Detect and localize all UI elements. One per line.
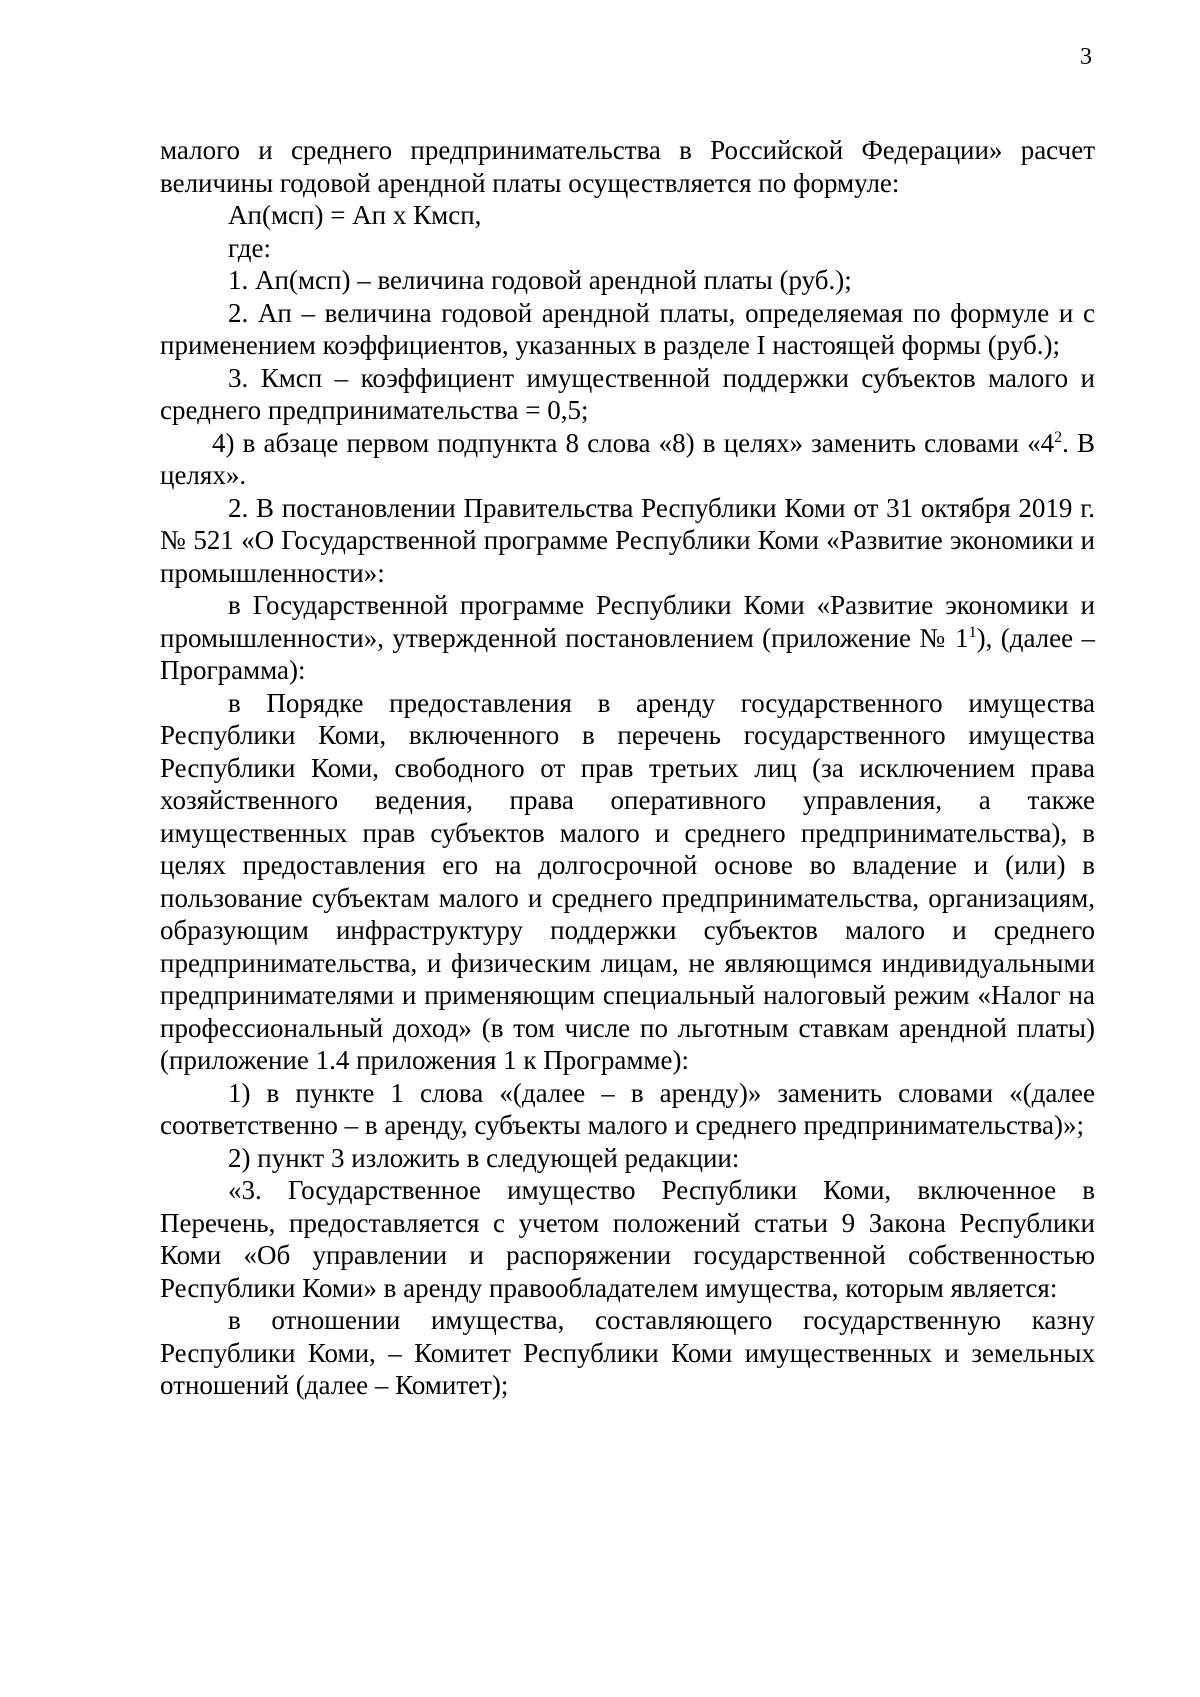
item-1: 1) в пункте 1 слова «(далее – в аренду)» заменить словами «(далее соответственно – в аренду, субъекты малого и среднего предпринимательства)»; xyxy=(160,1077,1095,1140)
section-2: 2. В постановлении Правительства Республики Коми от 31 октября 2019 г. № 521 «О Государственной программе Республики Коми «Развитие экономики и промышленности»: xyxy=(160,492,1095,588)
formula-where: где: xyxy=(228,232,271,263)
clause-3: «3. Государственное имущество Республики Коми, включенное в Перечень, предоставляется с учетом положений статьи 9 Закона Республики Коми «Об управлении и распоряжении государственной собственностью Республики Коми» в аренду правообладателем имущества, которым является: xyxy=(160,1175,1095,1303)
subitem-4 xyxy=(160,427,1095,492)
paragraph-intro: малого и среднего предпринимательства в Российской Федерации» расчет величины годовой арендной платы осуществляется по формуле: xyxy=(160,135,1095,198)
item-2: 2) пункт 3 изложить в следующей редакции: xyxy=(228,1142,740,1173)
formula-item-3: 3. Кмсп – коэффициент имущественной поддержки субъектов малого и среднего предпринимательства = 0,5; xyxy=(160,362,1095,425)
formula-item-1: 1. Ап(мсп) – величина годовой арендной платы (руб.); xyxy=(228,265,852,295)
formula: Ап(мсп) = Ап х Кмсп, xyxy=(228,200,482,230)
page-number: 3 xyxy=(1080,44,1092,70)
clause-3-treasury: в отношении имущества, составляющего государственную казну Республики Коми, – Комитет Республики Коми имущественных и земельных отношений (далее – Комитет); xyxy=(160,1305,1095,1400)
document-body xyxy=(160,134,1095,1402)
subitem-4-text: 4) в абзаце первом подпункта 8 слова «8) в целях» заменить словами «4 xyxy=(212,427,1055,458)
program-paragraph-text: в Государственной программе Республики Коми «Развитие экономики и промышленности», утвержденной постановлением (приложение № 1 xyxy=(160,590,1095,653)
superscript: 1 xyxy=(968,623,977,641)
superscript: 2 xyxy=(1054,428,1063,446)
procedure-paragraph: в Порядке предоставления в аренду государственного имущества Республики Коми, включенного в перечень государственного имущества Республики Коми, свободного от прав третьих лиц (за исключением права хозяйственного ведения, права оперативного управления, а также имущественных прав субъектов малого и среднего предпринимательства), в целях предоставления его на долгосрочной основе во владение и (или) в пользование субъектам малого и среднего предпринимательства, организациям, образующим инфраструктуру поддержки субъектов малого и среднего предпринимательства, и физическим лицам, не являющимся индивидуальными предпринимателями и применяющим специальный налоговый режим «Налог на профессиональный доход» (в том числе по льготным ставкам арендной платы) (приложение 1.4 приложения 1 к Программе): xyxy=(160,687,1095,1075)
program-paragraph xyxy=(160,589,1095,687)
subitem-4-text-end: . В целях». xyxy=(160,427,1096,490)
formula-item-2: 2. Ап – величина годовой арендной платы, определяемая по формуле и с применением коэффициентов, указанных в разделе I настоящей формы (руб.); xyxy=(160,297,1095,360)
program-paragraph-text-end: ), (далее – Программа): xyxy=(160,622,1095,685)
